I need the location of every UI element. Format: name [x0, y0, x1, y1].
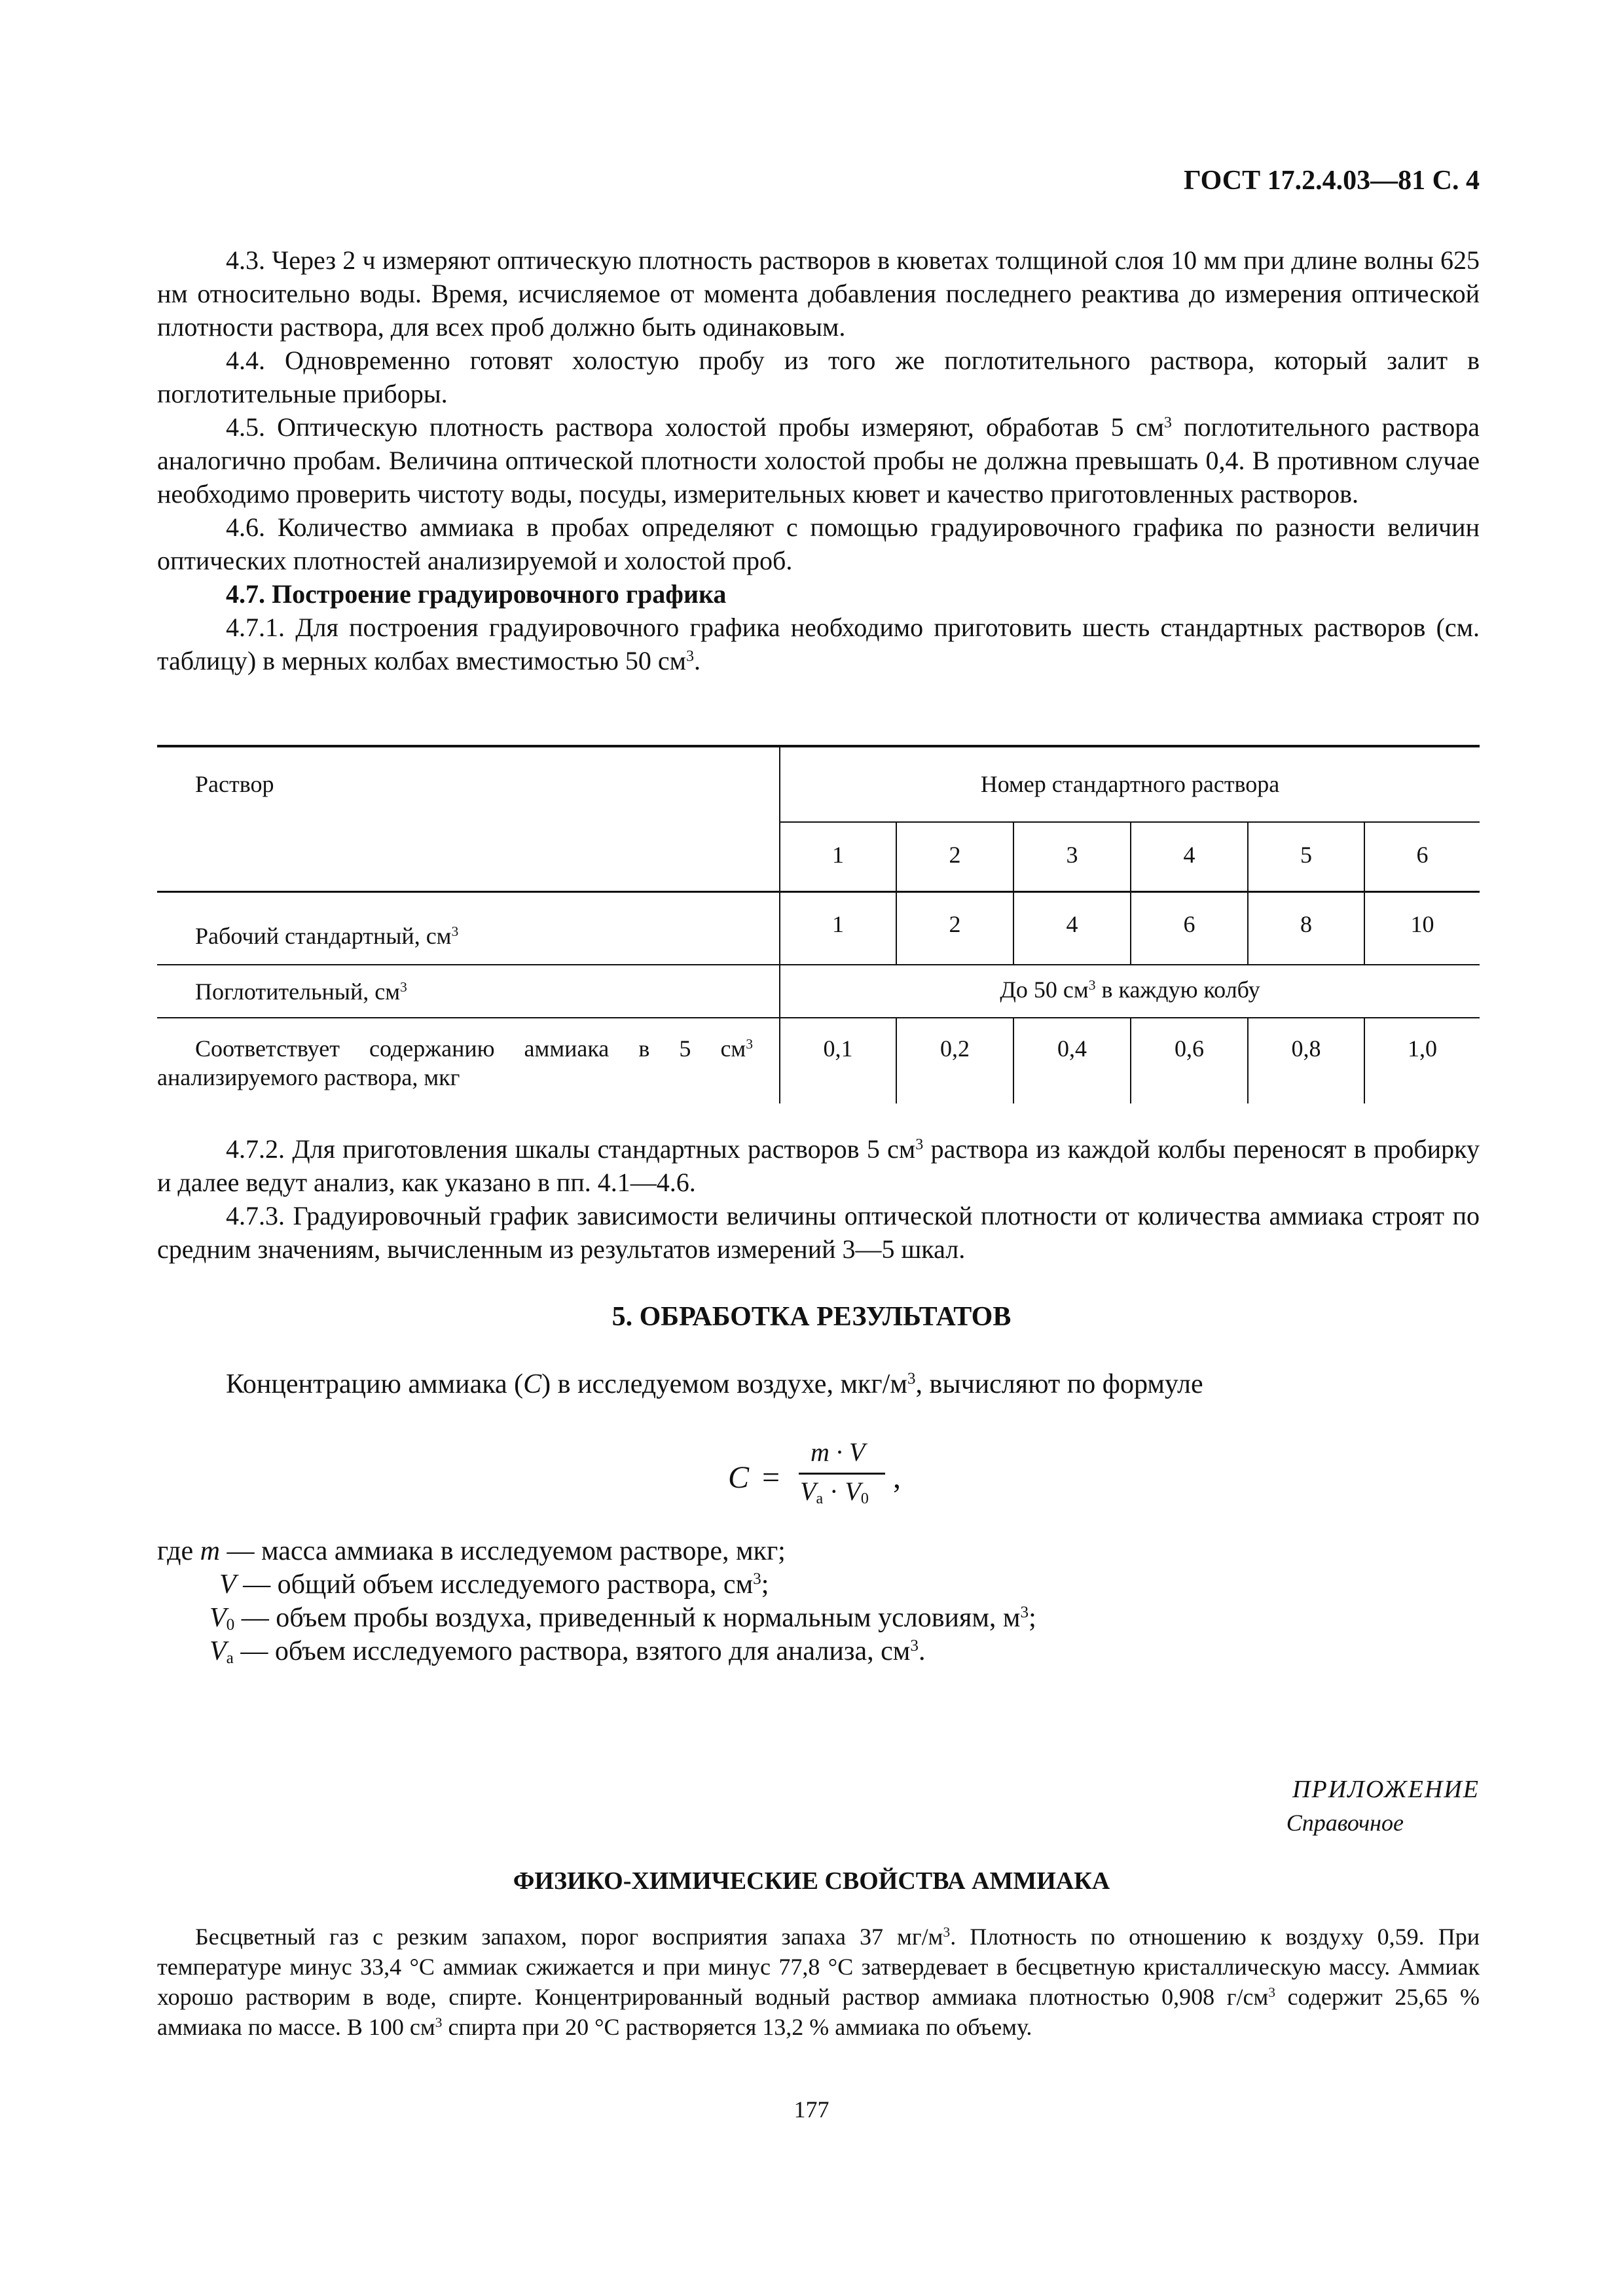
table-row3-value: 1,0: [1408, 1035, 1437, 1062]
table-row3-value: 0,4: [1057, 1035, 1087, 1062]
page-number: 177: [793, 2096, 830, 2123]
paragraph-4-7-2: 4.7.2. Для приготовления шкалы стандартных растворов 5 $см^3$ раствора из каждой колбы переносят в пробирку и далее ведут анализ, как указано в пп. 4.1—4.6.: [157, 1134, 1480, 1197]
paragraph-4-7-title: 4.7. Построение градуировочного графика: [226, 579, 727, 609]
table-number-cell: 3: [1066, 842, 1078, 868]
table-row3-value: 0,1: [823, 1035, 853, 1062]
table-row1-value: 1: [832, 911, 844, 937]
paragraph-4-4: 4.4. Одновременно готовят холостую пробу из того же поглотительного раствора, который залит в поглотительные приборы.: [157, 346, 1480, 408]
table-top-rule: [157, 745, 1480, 747]
table-row1-value: 8: [1300, 911, 1312, 937]
variables-legend: [157, 1535, 1480, 1668]
formula-equals: =: [762, 1460, 780, 1495]
table-number-cell: 2: [949, 842, 961, 868]
paragraph-4-5: 4.5. Оптическую плотность раствора холостой пробы измеряют, обработав 5 $см^3$ поглотительного раствора аналогично пробам. Величина оптической плотности холостой пробы не должна превышать 0,4. В противном случае необходимо проверить чистоту воды, посуды, измерительных кювет и качество приготовленных растворов.: [157, 412, 1480, 509]
table-row3-label: Соответствует содержанию аммиака в 5 $см^3$ анализируемого раствора, мкг: [157, 1035, 753, 1090]
table-row-rule: [157, 1017, 1480, 1018]
appendix-text: Бесцветный газ с резким запахом, порог восприятия запаха 37 $мг/м^3$. Плотность по отношению к воздуху 0,59. При температуре минус 33,4 °С аммиак сжижается и при минус 77,8 °С затвердевает в бесцветную кристаллическую массу. Аммиак хорошо растворим в воде, спирте. Концентрированный водный раствор аммиака плотностью 0,908 $г/см^3$ содержит 25,65 % аммиака по массе. В 100 $см^3$ спирта при 20 °С растворяется 13,2 % аммиака по объему.: [157, 1924, 1480, 2040]
legend-v: V — общий объем исследуемого раствора, $см^3$;: [219, 1570, 769, 1600]
body-top-section: [157, 243, 1480, 677]
table-row2-value: До 50 $см^3$ в каждую колбу: [1000, 977, 1260, 1003]
paragraph-4-7-1: 4.7.1. Для построения градуировочного графика необходимо приготовить шесть стандартных растворов (см. таблицу) в мерных колбах вместимостью 50 $см^3$.: [157, 613, 1480, 675]
table-row3-value: 0,6: [1175, 1035, 1204, 1062]
formula-denominator: $V_a \cdot V_0$: [800, 1477, 869, 1507]
table-number-cell: 5: [1300, 842, 1312, 868]
table-number-cell: 4: [1183, 842, 1195, 868]
table-row2-label: Поглотительный, $см^3$: [195, 978, 407, 1005]
paragraph-4-6: 4.6. Количество аммиака в пробах определяют с помощью градуировочного графика по разности величин оптических плотностей анализируемой и холостой проб.: [157, 512, 1480, 575]
table-row-rule: [157, 964, 1480, 965]
table-row3-value: 0,2: [940, 1035, 970, 1062]
body-after-table: [157, 1132, 1480, 1266]
formula-comma: ,: [893, 1460, 901, 1495]
paragraph-4-7-3: 4.7.3. Градуировочный график зависимости величины оптической плотности от количества аммиака строят по средним значениям, вычисленным из результатов измерений 3—5 шкал.: [157, 1201, 1480, 1264]
section-5-title: 5. ОБРАБОТКА РЕЗУЛЬТАТОВ: [611, 1302, 1012, 1332]
formula-lhs: C: [728, 1460, 750, 1495]
table-number-cell: 1: [832, 842, 844, 868]
formula-numerator: m · V: [811, 1437, 866, 1467]
table-row1-label: Рабочий стандартный, $см^3$: [195, 923, 459, 949]
table-row1-value: 6: [1183, 911, 1195, 937]
standard-solutions-table: [157, 745, 1480, 1103]
legend-va: $V_a$ — объем исследуемого раствора, взятого для анализа, $см^3$.: [210, 1636, 926, 1668]
appendix-label: ПРИЛОЖЕНИЕ: [1292, 1776, 1480, 1803]
table-row1-value: 4: [1066, 911, 1078, 937]
section-5-intro: Концентрацию аммиака (C) в исследуемом воздухе, мкг/$м^3$, вычисляют по формуле: [226, 1369, 1203, 1399]
formula-fraction-bar: [799, 1473, 885, 1475]
table-head-solution: Раствор: [195, 771, 274, 797]
table-row1-value: 2: [949, 911, 961, 937]
table-header-rule: [157, 891, 1480, 893]
table-rule-numbers: [779, 821, 1480, 823]
appendix-sublabel: Справочное: [1286, 1810, 1404, 1836]
paragraph-4-3: 4.3. Через 2 ч измеряют оптическую плотность растворов в кюветах толщиной слоя 10 мм при длине волны 625 нм относительно воды. Время, исчисляемое от момента добавления последнего реактива до измерения оптической плотности раствора, для всех проб должно быть одинаковым.: [157, 245, 1480, 342]
document-header: ГОСТ 17.2.4.03—81 С. 4: [1183, 166, 1480, 196]
table-row3-value: 0,8: [1291, 1035, 1321, 1062]
legend-v0: $V_0$ — объем пробы воздуха, приведенный к нормальным условиям, $м^3$;: [210, 1603, 1036, 1634]
legend-m: где m — масса аммиака в исследуемом растворе, мкг;: [157, 1536, 786, 1566]
table-head-number: Номер стандартного раствора: [980, 771, 1280, 797]
table-number-cell: 6: [1416, 842, 1429, 868]
appendix-title: ФИЗИКО-ХИМИЧЕСКИЕ СВОЙСТВА АММИАКА: [513, 1867, 1110, 1895]
table-row1-value: 10: [1410, 911, 1434, 937]
